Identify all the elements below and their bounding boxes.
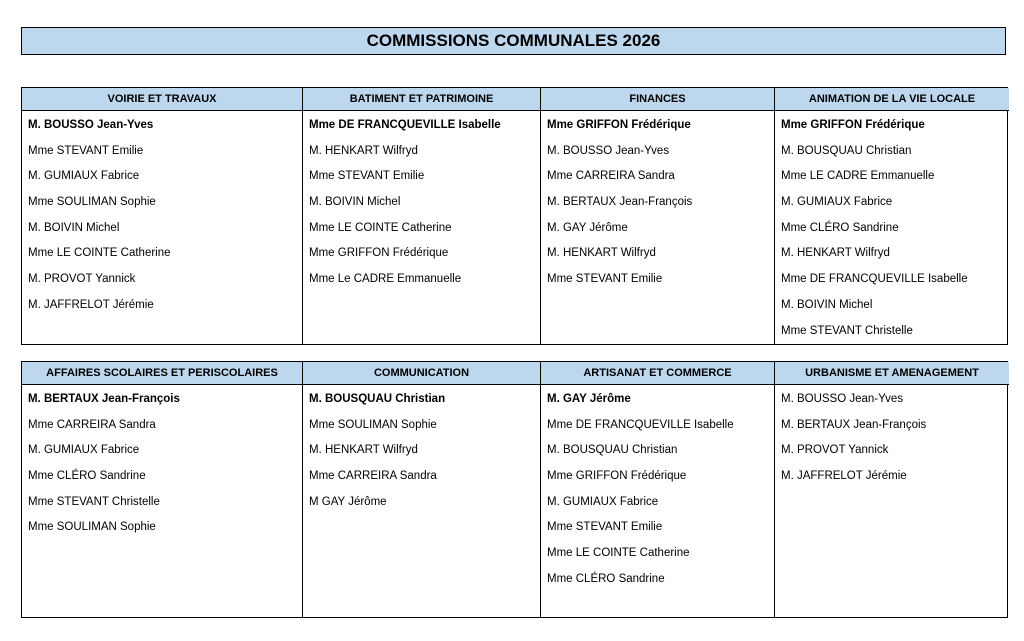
member-list [775,111,1009,344]
commission-member: Mme CARREIRA Sandra [547,170,675,183]
commission-member: M. JAFFRELOT Jérémie [28,298,154,311]
commission-member: Mme DE FRANCQUEVILLE Isabelle [781,273,968,286]
commission-member: M. GUMIAUX Fabrice [781,196,893,209]
commission-member: M. GUMIAUX Fabrice [28,170,140,183]
commissions-table-bottom [21,361,1008,618]
commission-member: Mme STEVANT Emilie [547,521,663,534]
commission-member: Mme Le CADRE Emmanuelle [309,273,462,286]
commissions-table-top [21,87,1008,345]
commission-president: M. BOUSQUAU Christian [309,393,446,405]
commission-header: ARTISANAT ET COMMERCE [541,362,774,385]
commission-president: Mme DE FRANCQUEVILLE Isabelle [309,119,501,131]
commission-member: M. GAY Jérôme [547,221,628,234]
commission-affaires-scolaires-et-periscolaires [22,362,302,617]
commission-member: Mme LE COINTE Catherine [547,547,690,560]
commission-header: URBANISME ET AMENAGEMENT [775,362,1009,385]
commission-member: M. BOIVIN Michel [309,196,401,209]
commission-member: M. BOUSSO Jean-Yves [781,393,904,405]
member-list [22,111,302,344]
member-list [22,385,302,617]
commission-member: M. PROVOT Yannick [28,273,136,286]
commission-member: Mme SOULIMAN Sophie [28,521,156,534]
commission-member: M. JAFFRELOT Jérémie [781,470,907,483]
commission-member: Mme STEVANT Christelle [28,495,160,508]
commission-member: M. BOUSQUAU Christian [547,444,678,457]
commission-member: Mme CLÉRO Sandrine [781,221,899,234]
commission-member: Mme GRIFFON Frédérique [547,470,687,483]
commission-member: M. HENKART Wilfryd [309,144,418,157]
commission-member: Mme STEVANT Christelle [781,324,913,337]
commission-communication [302,362,540,617]
commission-president: M. GAY Jérôme [547,393,631,405]
commission-voirie-et-travaux [22,88,302,344]
commission-member: M. BOUSSO Jean-Yves [547,144,670,157]
member-list [303,385,540,617]
commission-president: M. BOUSSO Jean-Yves [28,119,154,131]
commission-member: Mme LE CADRE Emmanuelle [781,170,935,183]
commission-member: M. PROVOT Yannick [781,444,889,457]
commission-finances [540,88,774,344]
member-list [303,111,540,344]
commission-header: AFFAIRES SCOLAIRES ET PERISCOLAIRES [22,362,302,385]
commission-member: Mme STEVANT Emilie [309,170,425,183]
commission-urbanisme-et-amenagement [774,362,1009,617]
commission-animation-de-la-vie-locale [774,88,1009,344]
commission-member: Mme LE COINTE Catherine [309,221,452,234]
commission-member: Mme CLÉRO Sandrine [28,470,146,483]
commission-member: M. GUMIAUX Fabrice [28,444,140,457]
commission-member: M. GUMIAUX Fabrice [547,495,659,508]
commission-member: Mme LE COINTE Catherine [28,247,171,260]
commission-president: Mme GRIFFON Frédérique [781,119,925,131]
commission-member: Mme STEVANT Emilie [28,144,144,157]
commission-member: Mme SOULIMAN Sophie [309,418,437,431]
commission-member: M. BERTAUX Jean-François [547,196,693,209]
document-title: COMMISSIONS COMMUNALES 2026 [21,27,1006,55]
commission-member: Mme DE FRANCQUEVILLE Isabelle [547,418,734,431]
member-list [775,385,1009,617]
commission-member: Mme SOULIMAN Sophie [28,196,156,209]
commission-member: M. BOUSQUAU Christian [781,144,912,157]
commission-member: Mme GRIFFON Frédérique [309,247,449,260]
commission-batiment-et-patrimoine [302,88,540,344]
commission-member: M. BERTAUX Jean-François [781,418,927,431]
commission-member: M. HENKART Wilfryd [309,444,418,457]
commission-president: Mme GRIFFON Frédérique [547,119,691,131]
commission-header: ANIMATION DE LA VIE LOCALE [775,88,1009,111]
commission-header: FINANCES [541,88,774,111]
commission-president: M. BERTAUX Jean-François [28,393,180,405]
commission-header: COMMUNICATION [303,362,540,385]
commission-member: Mme CARREIRA Sandra [28,418,156,431]
commission-header: VOIRIE ET TRAVAUX [22,88,302,111]
commission-member: M. BOIVIN Michel [28,221,120,234]
member-list [541,385,774,617]
commission-member: M. HENKART Wilfryd [781,247,890,260]
commission-member: M. HENKART Wilfryd [547,247,656,260]
commission-member: Mme STEVANT Emilie [547,273,663,286]
commission-artisanat-et-commerce [540,362,774,617]
member-list [541,111,774,344]
commission-member: M. BOIVIN Michel [781,298,873,311]
commission-member: M GAY Jérôme [309,495,387,508]
commission-header: BATIMENT ET PATRIMOINE [303,88,540,111]
commission-member: Mme CARREIRA Sandra [309,470,437,483]
commission-member: Mme CLÉRO Sandrine [547,572,665,585]
